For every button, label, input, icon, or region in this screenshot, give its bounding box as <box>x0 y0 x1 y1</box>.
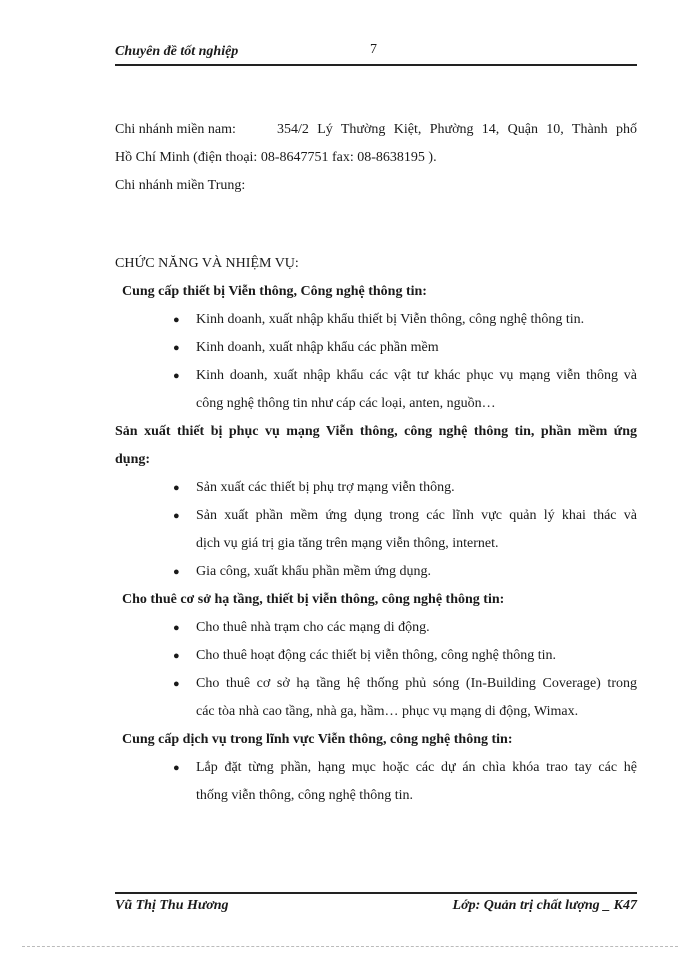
class-name: Lớp: Quản trị chất lượng _ K47 <box>452 898 637 913</box>
group-title: Cho thuê cơ sở hạ tầng, thiết bị viễn thông, công nghệ thông tin: <box>122 592 505 607</box>
bullet-icon: ● <box>173 342 180 354</box>
bullet-icon: ● <box>173 482 180 494</box>
list-item: ● Kinh doanh, xuất nhập khẩu các vật tư khác phục vụ mạng viễn thông và công nghệ thông tin như cáp các loại, anten, nguồn… <box>173 362 637 418</box>
bullet-list <box>115 306 637 418</box>
list-item: ● Sản xuất các thiết bị phụ trợ mạng viễn thông. <box>173 474 637 502</box>
footer-rule <box>115 892 637 894</box>
list-item: ● Kinh doanh, xuất nhập khẩu các phần mềm <box>173 334 637 362</box>
group-title: Sản xuất thiết bị phục vụ mạng Viễn thông, công nghệ thông tin, phần mềm ứng <box>115 424 637 439</box>
list-item: ● Cho thuê cơ sở hạ tầng hệ thống phủ sóng (In-Building Coverage) trong các tòa nhà cao tầng, nhà ga, hầm… phục vụ mạng di động, Wimax. <box>173 670 637 726</box>
bullet-icon: ● <box>173 678 180 690</box>
page-number: 7 <box>370 42 377 57</box>
list-item: ● Sản xuất phần mềm ứng dụng trong các lĩnh vực quản lý khai thác và dịch vụ giá trị gia tăng trên mạng viễn thông, internet. <box>173 502 637 558</box>
bullet-icon: ● <box>173 510 180 522</box>
south-branch-contact: Hồ Chí Minh (điện thoại: 08-8647751 fax: 08-8638195 ). <box>115 150 437 165</box>
bullet-icon: ● <box>173 762 180 774</box>
page-header <box>115 40 637 66</box>
bullet-list <box>115 754 637 810</box>
south-branch-label: Chi nhánh miền nam: <box>115 122 236 137</box>
bullet-list <box>115 614 637 726</box>
bullet-icon: ● <box>173 622 180 634</box>
list-item: ● Gia công, xuất khẩu phần mềm ứng dụng. <box>173 558 637 586</box>
bullet-icon: ● <box>173 566 180 578</box>
list-item: ● Cho thuê hoạt động các thiết bị viễn thông, công nghệ thông tin. <box>173 642 637 670</box>
author-name: Vũ Thị Thu Hương <box>115 898 229 913</box>
south-branch-address: 354/2 Lý Thường Kiệt, Phường 14, Quận 10, Thành phố <box>277 122 637 137</box>
page-footer <box>115 892 637 918</box>
list-item: ● Kinh doanh, xuất nhập khẩu thiết bị Viễn thông, công nghệ thông tin. <box>173 306 637 334</box>
bullet-icon: ● <box>173 650 180 662</box>
document-title: Chuyên đề tốt nghiệp <box>115 44 239 59</box>
central-branch-label: Chi nhánh miền Trung: <box>115 178 246 193</box>
group-title: Cung cấp dịch vụ trong lĩnh vực Viễn thông, công nghệ thông tin: <box>122 732 513 747</box>
bullet-icon: ● <box>173 370 180 382</box>
page-edge-divider <box>22 946 678 947</box>
group-title: Cung cấp thiết bị Viễn thông, Công nghệ thông tin: <box>122 284 427 299</box>
bullet-icon: ● <box>173 314 180 326</box>
page-body <box>115 116 637 810</box>
south-branch <box>115 116 637 144</box>
group-title-continuation: dụng: <box>115 452 151 467</box>
list-item: ● Lắp đặt từng phần, hạng mục hoặc các dự án chìa khóa trao tay các hệ thống viễn thông, công nghệ thông tin. <box>173 754 637 810</box>
list-item: ● Cho thuê nhà trạm cho các mạng di động. <box>173 614 637 642</box>
header-rule <box>115 64 637 66</box>
section-heading: CHỨC NĂNG VÀ NHIỆM VỤ: <box>115 256 299 271</box>
bullet-list <box>115 474 637 586</box>
